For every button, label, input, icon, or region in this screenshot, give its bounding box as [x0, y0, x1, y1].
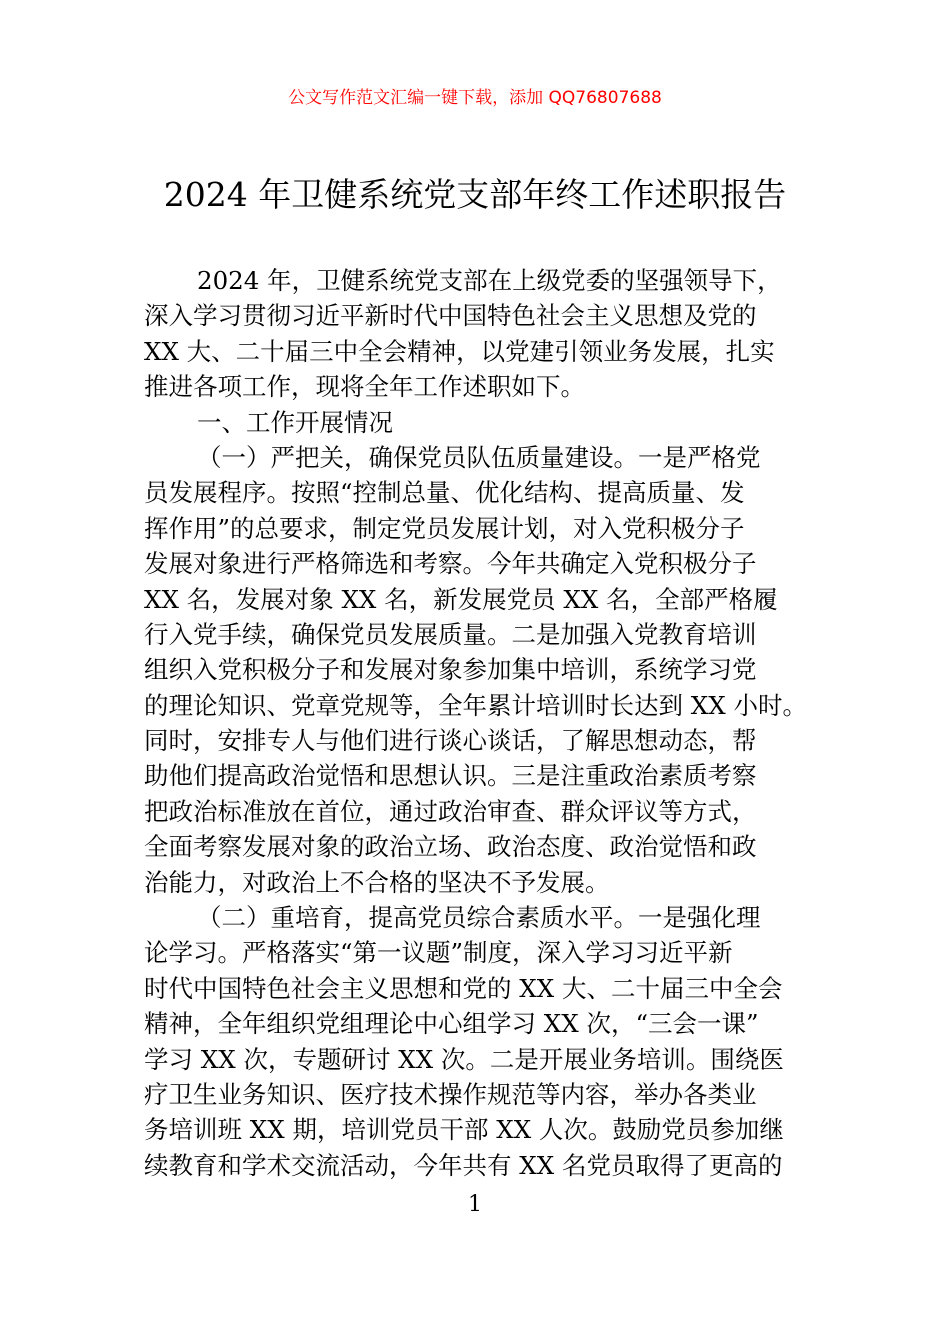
document-title: 2024 年卫健系统党支部年终工作述职报告: [163, 175, 787, 214]
paragraph-line: 治能力，对政治上不合格的坚决不予发展。: [144, 867, 610, 897]
paragraph-line: 全面考察发展对象的政治立场、政治态度、政治觉悟和政: [144, 832, 757, 862]
paragraph-line: 2024 年，卫健系统党支部在上级党委的坚强领导下，: [197, 266, 782, 295]
paragraph-line: 深入学习贯彻习近平新时代中国特色社会主义思想及党的: [144, 301, 757, 331]
paragraph-line: 学习 XX 次，专题研讨 XX 次。二是开展业务培训。围绕医: [144, 1044, 784, 1074]
paragraph-line: 续教育和学术交流活动，今年共有 XX 名党员取得了更高的: [144, 1150, 783, 1180]
paragraph-line: 挥作用”的总要求，制定党员发展计划，对入党积极分子: [144, 513, 745, 543]
paragraph-line: 精神，全年组织党组理论中心组学习 XX 次，“三会一课”: [144, 1009, 759, 1039]
paragraph-line: 推进各项工作，现将全年工作述职如下。: [144, 372, 585, 402]
document-body: [144, 263, 810, 1183]
paragraph-line: 行入党手续，确保党员发展质量。二是加强入党教育培训: [144, 619, 757, 649]
paragraph-line: 论学习。严格落实“第一议题”制度，深入学习习近平新: [144, 938, 733, 968]
paragraph-line: （二）重培育，提高党员综合素质水平。一是强化理: [197, 903, 761, 933]
paragraph-line: 发展对象进行严格筛选和考察。今年共确定入党积极分子: [144, 549, 757, 579]
paragraph-line: 时代中国特色社会主义思想和党的 XX 大、二十届三中全会: [144, 973, 783, 1003]
paragraph-line: XX 名，发展对象 XX 名，新发展党员 XX 名，全部严格履: [144, 584, 778, 614]
paragraph-line: 员发展程序。按照“控制总量、优化结构、提高质量、发: [144, 478, 745, 508]
paragraph-line: 把政治标准放在首位，通过政治审查、群众评议等方式，: [144, 796, 757, 826]
page-number: 1: [468, 1192, 482, 1217]
paragraph-line: 同时，安排专人与他们进行谈心谈话，了解思想动态，帮: [144, 726, 757, 756]
paragraph-line: 疗卫生业务知识、医疗技术操作规范等内容，举办各类业: [144, 1079, 757, 1109]
paragraph-line: 的理论知识、党章党规等，全年累计培训时长达到 XX 小时。: [144, 690, 807, 720]
download-banner: 公文写作范文汇编一键下载，添加 QQ76807688: [288, 88, 662, 108]
paragraph-line: 组织入党积极分子和发展对象参加集中培训，系统学习党: [144, 655, 757, 685]
section-heading: 一、工作开展情况: [197, 407, 393, 437]
paragraph-line: 助他们提高政治觉悟和思想认识。三是注重政治素质考察: [144, 761, 757, 791]
paragraph-line: （一）严把关，确保党员队伍质量建设。一是严格党: [197, 442, 761, 472]
paragraph-line: XX 大、二十届三中全会精神，以党建引领业务发展，扎实: [144, 336, 775, 366]
paragraph-line: 务培训班 XX 期，培训党员干部 XX 人次。鼓励党员参加继: [144, 1115, 784, 1145]
